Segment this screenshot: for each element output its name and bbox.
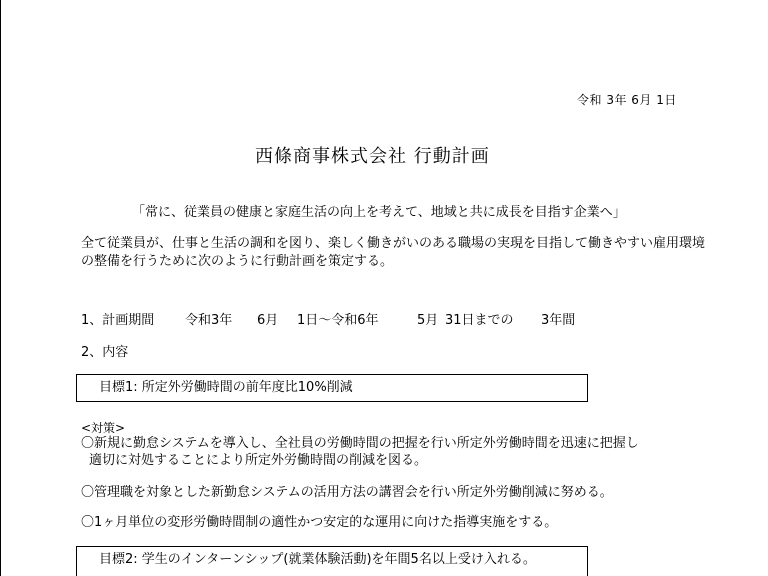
measure-1-line-1: 〇新規に勤怠システムを導入し、全社員の労働時間の把握を行い所定外労働時間を迅速に把握し <box>81 436 639 451</box>
document-title: 西條商事株式会社 行動計画 <box>255 146 490 167</box>
document-date: 令和 3年 6月 1日 <box>577 93 677 107</box>
measure-3: 〇1ヶ月単位の変形労働時間制の適性かつ安定的な運用に向けた指導実施をする。 <box>81 515 558 530</box>
goal-1-text: 目標1: 所定外労働時間の前年度比10%削減 <box>99 380 353 395</box>
plan-period-label: 1、計画期間 <box>81 313 155 328</box>
plan-period-end-day: 31日までの <box>445 313 514 328</box>
content-heading: 2、内容 <box>81 345 129 360</box>
plan-period-start-month: 6月 <box>257 313 279 328</box>
plan-period <box>81 313 575 329</box>
plan-period-start-day: 1日～令和6年 <box>297 313 379 328</box>
goal-1-box <box>76 374 588 402</box>
goal-2-text: 目標2: 学生のインターンシップ(就業体験活動)を年間5名以上受け入れる。 <box>99 552 536 567</box>
measures-heading: <対策> <box>81 421 126 435</box>
company-motto: 「常に、従業員の健康と家庭生活の向上を考えて、地域と共に成長を目指す企業へ」 <box>132 205 626 220</box>
intro-paragraph: 全て従業員が、仕事と生活の調和を図り、楽しく働きがいのある職場の実現を目指して働きやすい雇用環境の整備を行うために次のように行動計画を策定する。 <box>81 236 706 269</box>
goal-2-box <box>76 546 588 576</box>
plan-period-end-month: 5月 <box>417 313 439 328</box>
measure-1-line-2: 適切に対処することにより所定外労働時間の削減を図る。 <box>89 453 428 468</box>
plan-period-start: 令和3年 <box>185 313 233 328</box>
plan-period-duration: 3年間 <box>541 313 576 328</box>
measure-2: 〇管理職を対象とした新勤怠システムの活用方法の講習会を行い所定外労働削減に努める。 <box>81 485 613 500</box>
